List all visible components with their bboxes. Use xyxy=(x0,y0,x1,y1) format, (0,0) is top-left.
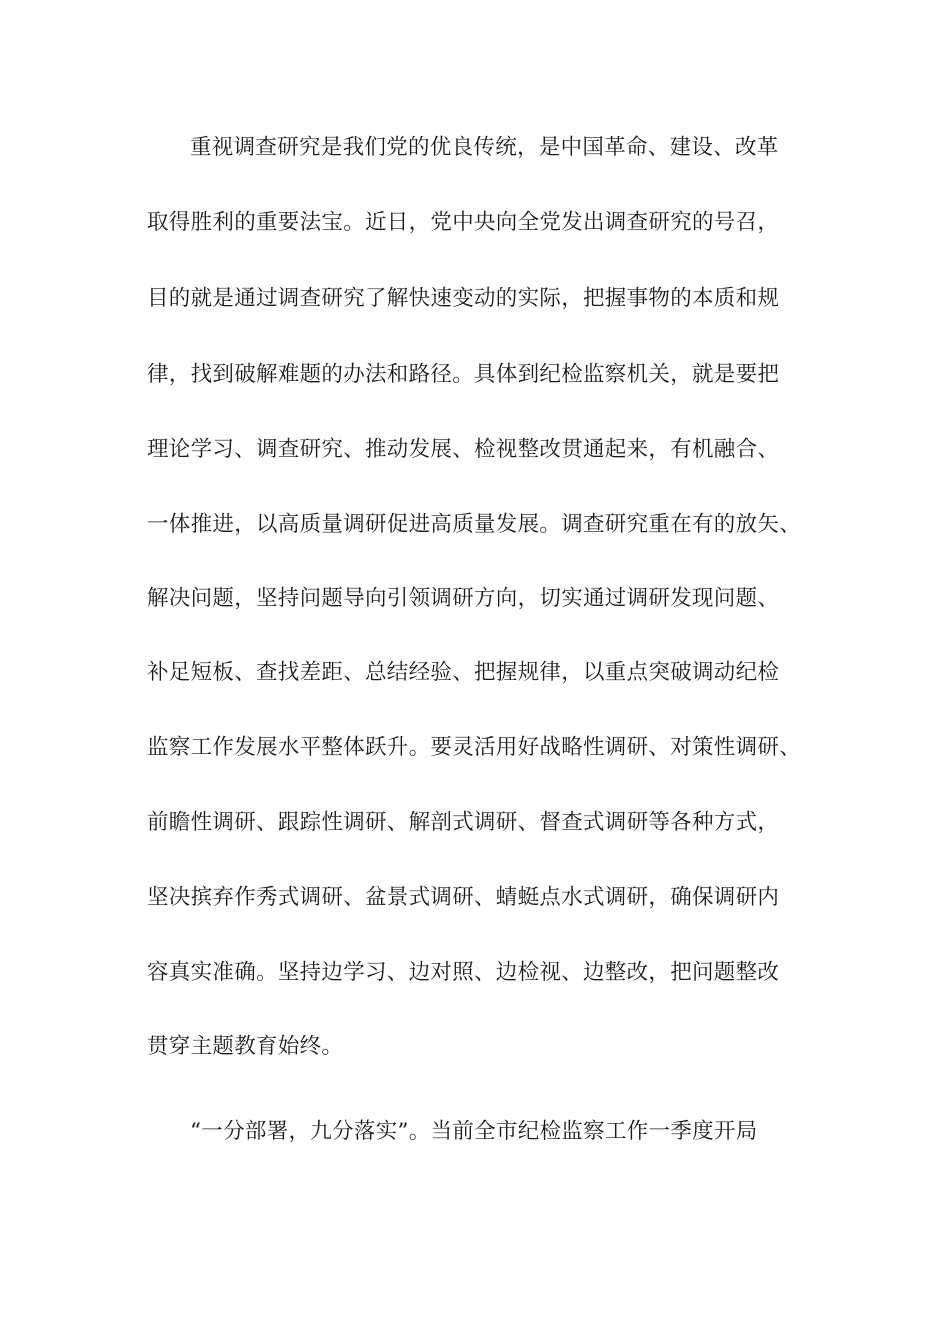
paragraph-1-line-1: 重视调查研究是我们党的优良传统，是中国革命、建设、改革 xyxy=(190,135,779,160)
paragraph-1-line-10: 前瞻性调研、跟踪性调研、解剖式调研、督查式调研等各种方式， xyxy=(147,810,780,835)
paragraph-1-line-2: 取得胜利的重要法宝。近日，党中央向全党发出调查研究的号召， xyxy=(147,210,780,235)
paragraph-1-line-3: 目的就是通过调查研究了解快速变动的实际，把握事物的本质和规 xyxy=(147,286,780,311)
paragraph-1-line-7: 解决问题，坚持问题导向引领调研方向，切实通过调研发现问题、 xyxy=(147,586,780,611)
paragraph-1-line-12: 容真实准确。坚持边学习、边对照、边检视、边整改，把问题整改 xyxy=(147,960,780,985)
paragraph-1-line-4: 律，找到破解难题的办法和路径。具体到纪检监察机关，就是要把 xyxy=(147,362,780,387)
paragraph-1-line-11: 坚决摈弃作秀式调研、盆景式调研、蜻蜓点水式调研，确保调研内 xyxy=(147,885,780,910)
paragraph-1-line-8: 补足短板、查找差距、总结经验、把握规律，以重点突破调动纪检 xyxy=(147,660,780,685)
paragraph-1-line-9: 监察工作发展水平整体跃升。要灵活用好战略性调研、对策性调研、 xyxy=(147,735,802,760)
paragraph-1-line-13: 贯穿主题教育始终。 xyxy=(147,1034,344,1059)
paragraph-1-line-5: 理论学习、调查研究、推动发展、检视整改贯通起来，有机融合、 xyxy=(147,437,780,462)
paragraph-2-line-1: “一分部署，九分落实”。当前全市纪检监察工作一季度开局 xyxy=(190,1119,758,1144)
paragraph-1-line-6: 一体推进，以高质量调研促进高质量发展。调查研究重在有的放矢、 xyxy=(147,512,802,537)
